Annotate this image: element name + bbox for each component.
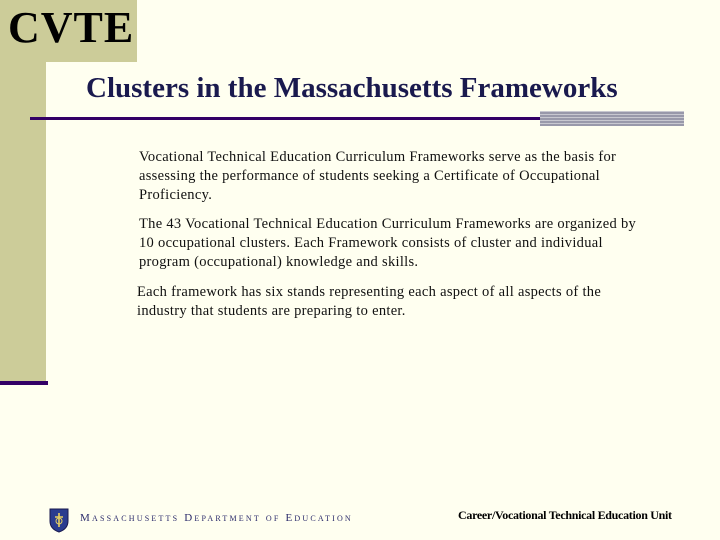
- paragraph-3: Each framework has six stands representing each aspect of all aspects of the industry that students are preparing to enter.: [137, 284, 602, 319]
- paragraph-2: The 43 Vocational Technical Education Curriculum Frameworks are organized by 10 occupational clusters. Each Framework consists of cluster and individual program (occupational) knowledge and skills.: [139, 216, 637, 270]
- left-bar-underline: [0, 381, 48, 385]
- department-name: Massachusetts Department of Education: [80, 512, 353, 524]
- slide-title: Clusters in the Massachusetts Frameworks: [86, 72, 618, 104]
- left-accent-bar: [0, 62, 46, 384]
- logo-text: CVTE: [8, 3, 135, 52]
- title-rule-accent: [540, 111, 684, 126]
- title-rule: [30, 117, 540, 120]
- paragraph-1: Vocational Technical Education Curriculum Frameworks serve as the basis for assessing the performance of students seeking a Certificate of Occupational Proficiency.: [139, 149, 617, 203]
- logo-box: [0, 0, 137, 62]
- unit-name: Career/Vocational Technical Education Unit: [458, 508, 672, 522]
- massachusetts-seal-icon: [48, 507, 70, 533]
